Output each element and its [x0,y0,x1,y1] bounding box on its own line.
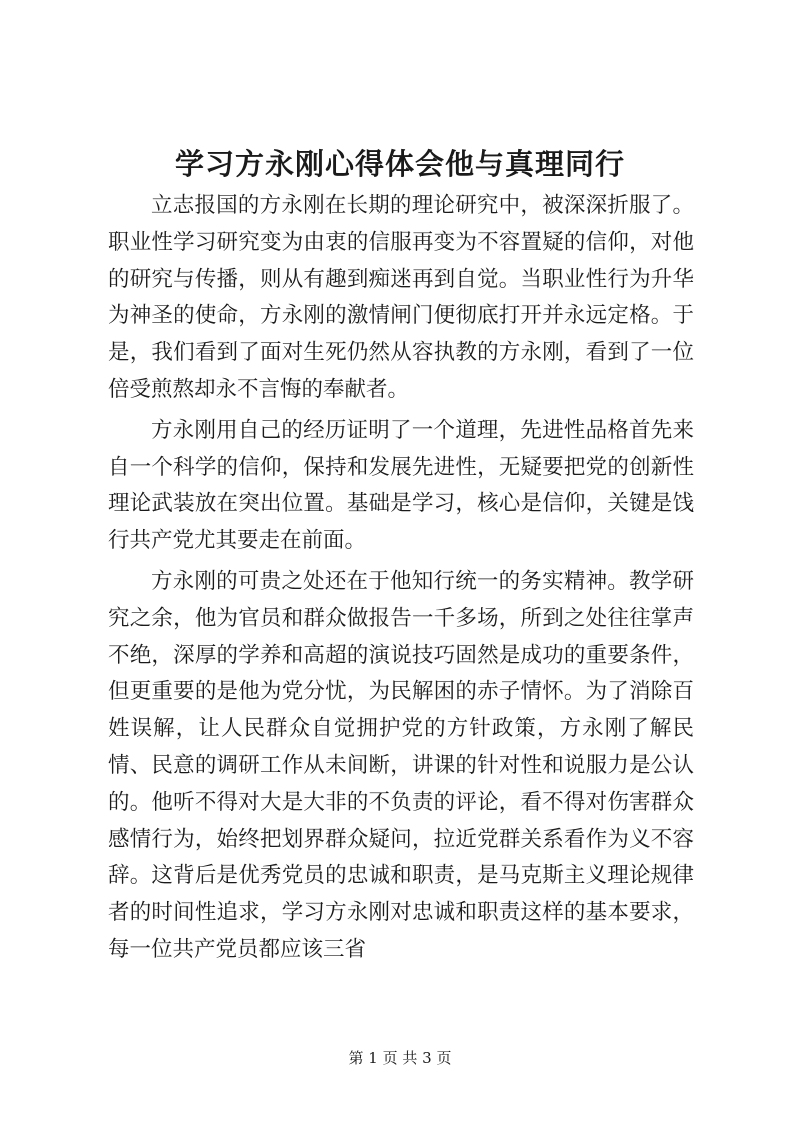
paragraph-1: 立志报国的方永刚在长期的理论研究中，被深深折服了。职业性学习研究变为由衷的信服再变为不容置疑的信仰，对他的研究与传播，则从有趣到痴迷再到自觉。当职业性行为升华为神圣的使命，方永刚的激情闸门便彻底打开并永远定格。于是，我们看到了面对生死仍然从容执教的方永刚，看到了一位倍受煎熬却永不言悔的奉献者。 [108,193,694,402]
document-body [108,188,694,973]
document-title: 学习方永刚心得体会他与真理同行 [174,147,625,181]
paragraph-2: 方永刚用自己的经历证明了一个道理，先进性品格首先来自一个科学的信仰，保持和发展先进性，无疑要把党的创新性理论武装放在突出位置。基础是学习，核心是信仰，关键是饯行共产党尤其要走在前面。 [108,417,694,554]
paragraph-3: 方永刚的可贵之处还在于他知行统一的务实精神。教学研究之余，他为官员和群众做报告一千多场，所到之处往往掌声不绝，深厚的学养和高超的演说技巧固然是成功的重要条件，但更重要的是他为党分忧，为民解困的赤子情怀。为了消除百姓误解，让人民群众自觉拥护党的方针政策，方永刚了解民情、民意的调研工作从未间断，讲课的针对性和说服力是公认的。他听不得对大是大非的不负责的评论，看不得对伤害群众感情行为，始终把划界群众疑问，拉近党群关系看作为义不容辞。这背后是优秀党员的忠诚和职责，是马克斯主义理论规律者的时间性追求，学习方永刚对忠诚和职责这样的基本要求，每一位共产党员都应该三省 [108,568,694,962]
page-number-footer: 第 1 页 共 3 页 [348,1049,452,1067]
